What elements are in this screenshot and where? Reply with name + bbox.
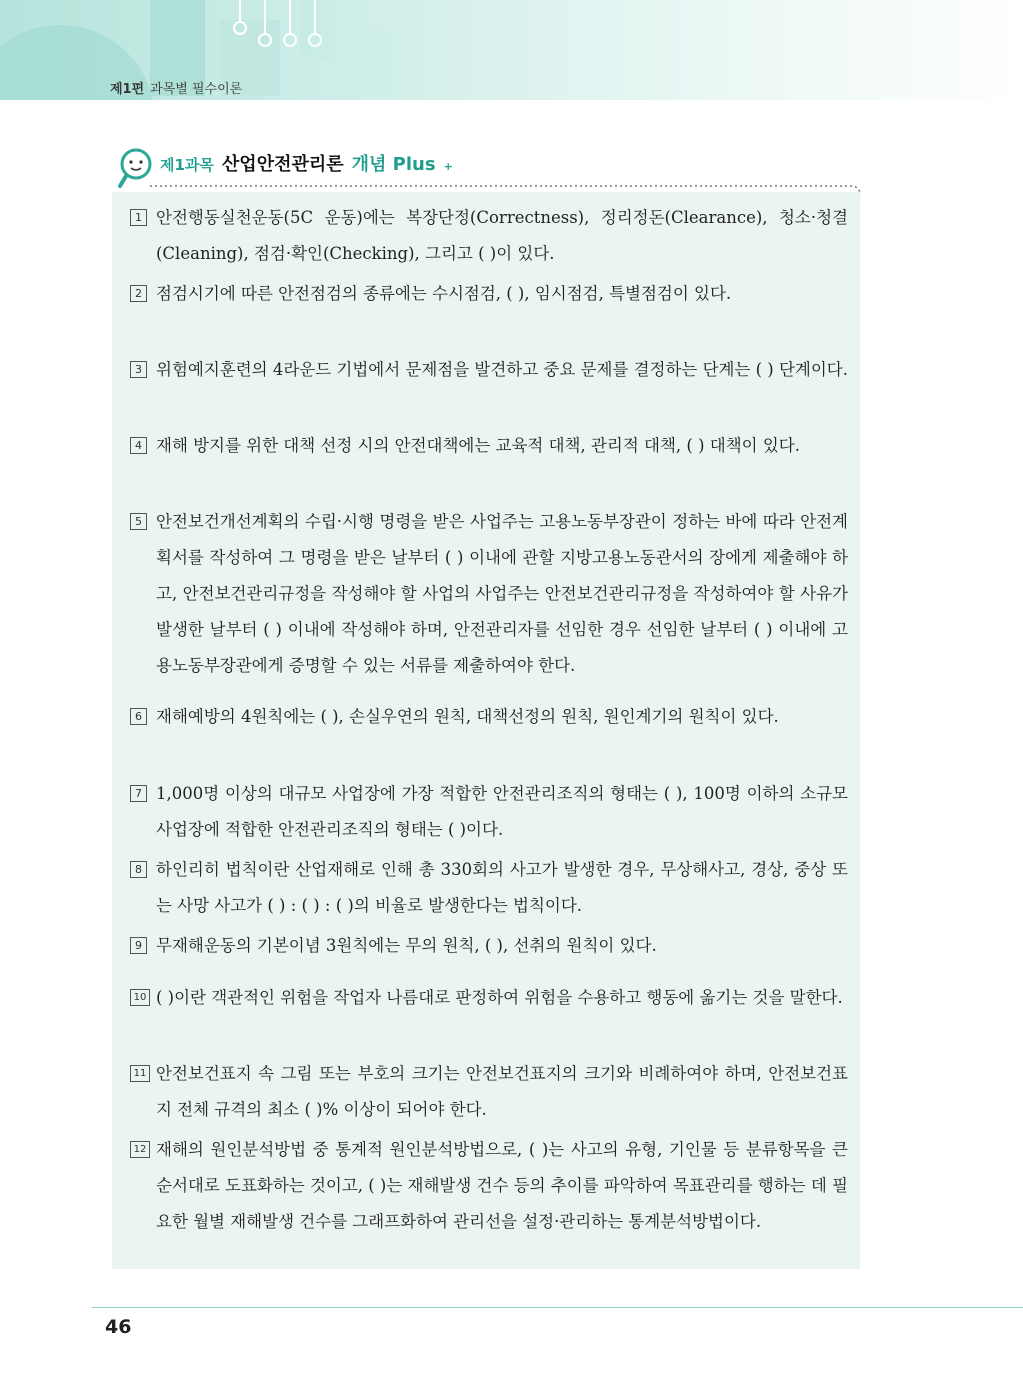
item-text: 재해예방의 4원칙에는 ( ), 손실우연의 원칙, 대책선정의 원칙, 원인계기의 원칙이 있다. — [156, 707, 779, 726]
concept-plus-label: 개념 Plus — [351, 154, 436, 175]
list-item — [130, 1132, 848, 1240]
item-text: 위험예지훈련의 4라운드 기법에서 문제점을 발견하고 중요 문제를 결정하는 단계는 ( ) 단계이다. — [156, 360, 848, 379]
list-item — [130, 980, 848, 1016]
item-text: 안전보건개선계획의 수립·시행 명령을 받은 사업주는 고용노동부장관이 정하는 바에 따라 안전계획서를 작성하여 그 명령을 받은 날부터 ( ) 이내에 관할 지방고용노동관서의 장에게 제출해야 하고, 안전보건관리규정을 작성해야 할 사업의 사업주는 안전보건관리규정을 작성하여야 할 사유가 발생한 날부터 ( ) 이내에 작성해야 하며, 안전관리자를 선임한 경우 선임한 날부터 ( ) 이내에 고용노동부장관에게 증명할 수 있는 서류를 제출하여야 한다. — [156, 512, 848, 675]
item-number: 2 — [130, 285, 147, 302]
part-label: 제1편 — [110, 82, 145, 97]
list-item — [130, 428, 848, 464]
item-number: 3 — [130, 361, 147, 378]
item-number: 5 — [130, 513, 147, 530]
part-title: 과목별 필수이론 — [150, 82, 243, 97]
page-number: 46 — [105, 1316, 132, 1338]
item-text: 안전보건표지 속 그림 또는 부호의 크기는 안전보건표지의 크기와 비례하여야 하며, 안전보건표지 전체 규격의 최소 ( )% 이상이 되어야 한다. — [156, 1064, 848, 1119]
item-number: 6 — [130, 708, 147, 725]
item-number: 1 — [130, 209, 147, 226]
footer-rule — [92, 1307, 1023, 1308]
item-number: 12 — [130, 1141, 150, 1158]
section-title — [160, 150, 453, 176]
item-text: 하인리히 법칙이란 산업재해로 인해 총 330회의 사고가 발생한 경우, 무상해사고, 경상, 중상 또는 사망 사고가 ( ) : ( ) : ( )의 비율로 발생한다는 법칙이다. — [156, 860, 848, 915]
list-item — [130, 352, 848, 388]
item-number: 8 — [130, 861, 147, 878]
item-number: 4 — [130, 437, 147, 454]
item-number: 9 — [130, 937, 147, 954]
list-item — [130, 1056, 848, 1128]
item-text: 안전행동실천운동(5C 운동)에는 복장단정(Correctness), 정리정돈(Clearance), 청소·청결(Cleaning), 점검·확인(Checking), 그리고 ( )이 있다. — [156, 208, 848, 263]
list-item — [130, 200, 848, 272]
list-item — [130, 504, 848, 684]
list-item — [130, 928, 848, 964]
item-text: 점검시기에 따른 안전점검의 종류에는 수시점검, ( ), 임시점검, 특별점검이 있다. — [156, 284, 732, 303]
subject-label: 제1과목 — [160, 156, 214, 174]
item-text: ( )이란 객관적인 위험을 작업자 나름대로 판정하여 위험을 수용하고 행동에 옮기는 것을 말한다. — [156, 988, 843, 1007]
plus-mark: + — [443, 160, 453, 173]
list-item — [130, 699, 848, 735]
running-header — [110, 78, 242, 97]
item-text: 재해 방지를 위한 대책 선정 시의 안전대책에는 교육적 대책, 관리적 대책, ( ) 대책이 있다. — [156, 436, 800, 455]
item-text: 무재해운동의 기본이념 3원칙에는 무의 원칙, ( ), 선취의 원칙이 있다. — [156, 936, 657, 955]
subject-title: 산업안전관리론 — [221, 154, 344, 175]
list-item — [130, 776, 848, 848]
item-number: 7 — [130, 785, 147, 802]
list-item — [130, 276, 848, 312]
item-text: 1,000명 이상의 대규모 사업장에 가장 적합한 안전관리조직의 형태는 ( ), 100명 이하의 소규모 사업장에 적합한 안전관리조직의 형태는 ( )이다. — [156, 784, 848, 839]
item-number: 11 — [130, 1065, 150, 1082]
item-text: 재해의 원인분석방법 중 통계적 원인분석방법으로, ( )는 사고의 유형, 기인물 등 분류항목을 큰 순서대로 도표화하는 것이고, ( )는 재해발생 건수 등의 추이를 파악하여 목표관리를 행하는 데 필요한 월별 재해발생 건수를 그래프화하여 관리선을 설정·관리하는 통계분석방법이다. — [156, 1140, 848, 1231]
item-number: 10 — [130, 989, 150, 1006]
list-item — [130, 852, 848, 924]
